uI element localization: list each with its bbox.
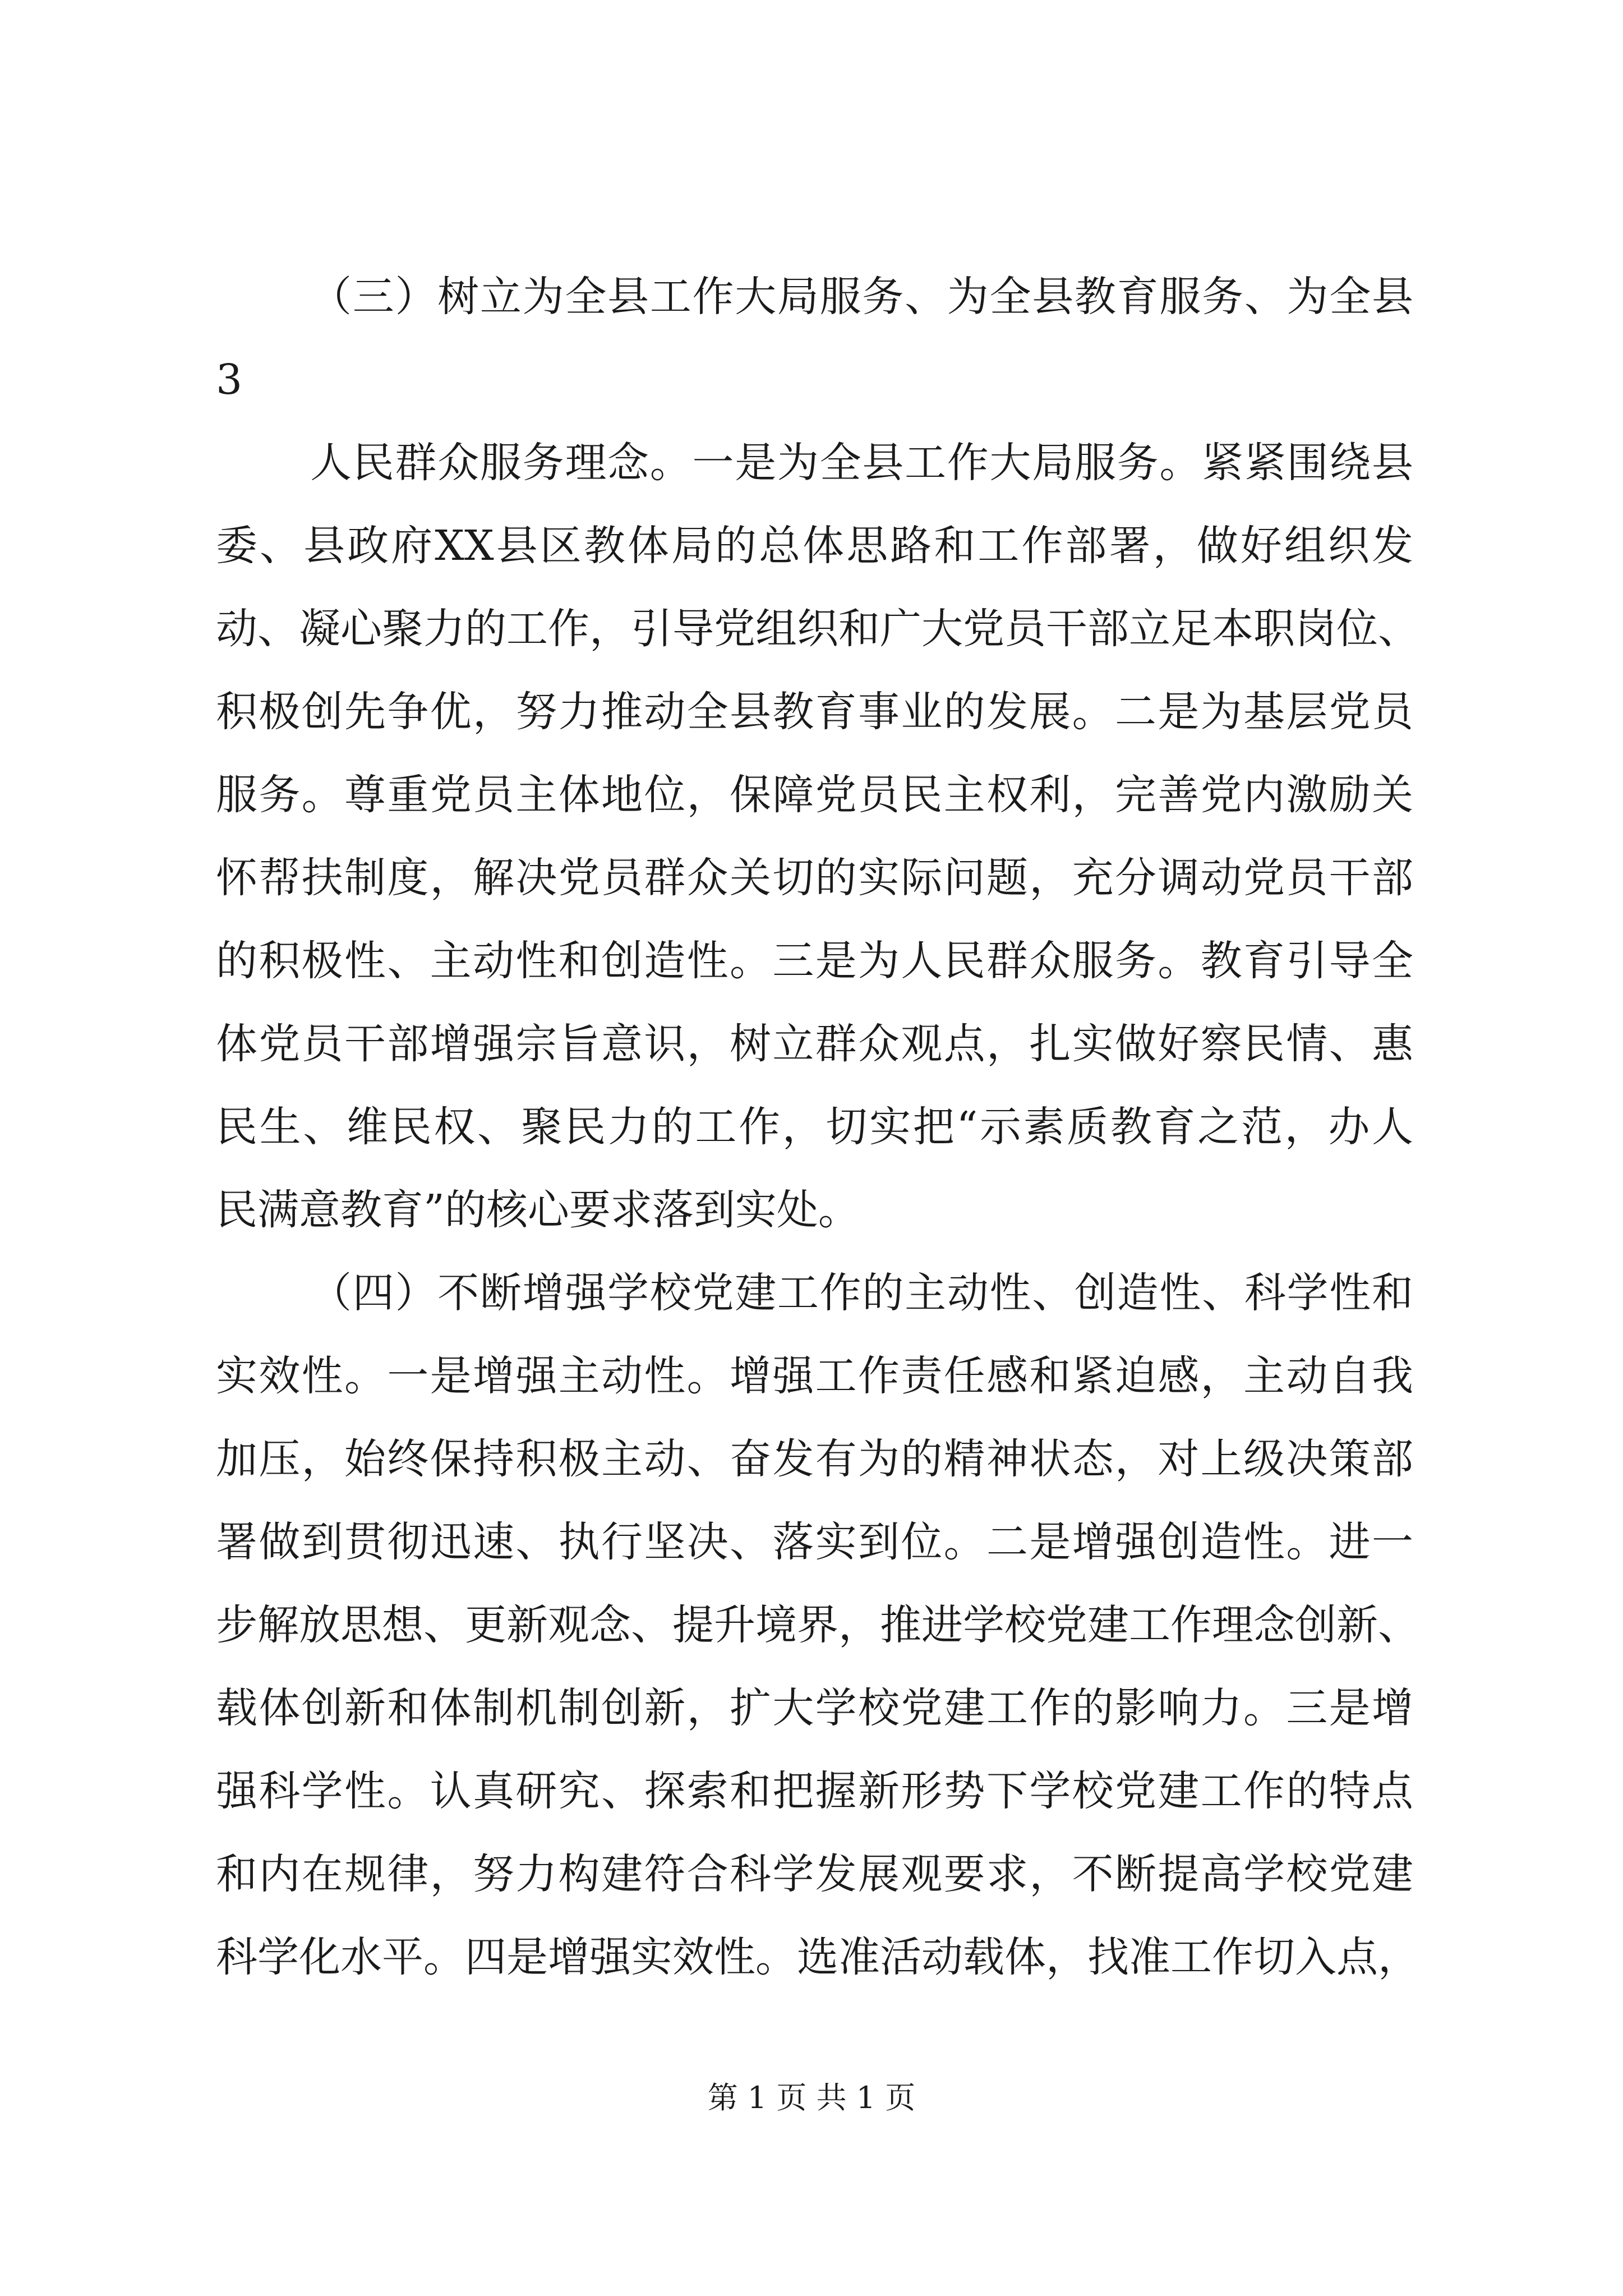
section-3-heading-line: （三）树立为全县工作大局服务、为全县教育服务、为全县 [310,273,1413,321]
paragraph-1-line: 怀帮扶制度，解决党员群众关切的实际问题，充分调动党员干部 [216,854,1413,902]
paragraph-1-line: 体党员干部增强宗旨意识，树立群众观点，扎实做好察民情、惠 [216,1020,1413,1068]
paragraph-1-line: 民生、维民权、聚民力的工作，切实把“示素质教育之范，办人 [216,1103,1413,1151]
paragraph-2-line: 步解放思想、更新观念、提升境界，推进学校党建工作理念创新、 [216,1601,1419,1649]
paragraph-2-line: （四）不断增强学校党建工作的主动性、创造性、科学性和 [310,1269,1413,1317]
paragraph-1-line: 的积极性、主动性和创造性。三是为人民群众服务。教育引导全 [216,937,1413,985]
paragraph-2-line: 实效性。一是增强主动性。增强工作责任感和紧迫感，主动自我 [216,1352,1413,1400]
paragraph-2-line: 载体创新和体制机制创新，扩大学校党建工作的影响力。三是增 [216,1684,1413,1732]
paragraph-1-line: 积极创先争优，努力推动全县教育事业的发展。二是为基层党员 [216,688,1413,736]
page-number-label: 第 1 页 共 1 页 [707,2080,916,2115]
paragraph-1-line: 人民群众服务理念。一是为全县工作大局服务。紧紧围绕县 [310,439,1413,487]
paragraph-2-line: 加压，始终保持积极主动、奋发有为的精神状态，对上级决策部 [216,1435,1413,1483]
paragraph-1-line: 委、县政府XX县区教体局的总体思路和工作部署，做好组织发 [216,522,1413,570]
page-footer [0,2078,1623,2118]
paragraph-2-line: 和内在规律，努力构建符合科学发展观要求，不断提高学校党建 [216,1850,1413,1898]
paragraph-1-line: 服务。尊重党员主体地位，保障党员民主权利，完善党内激励关 [216,771,1413,819]
paragraph-1-line: 动、凝心聚力的工作，引导党组织和广大党员干部立足本职岗位、 [216,605,1419,653]
document-body [216,255,1419,1999]
paragraph-2-line: 署做到贯彻迅速、执行坚决、落实到位。二是增强创造性。进一 [216,1518,1413,1566]
page-break-number: 3 [216,356,243,404]
paragraph-2-line: 科学化水平。四是增强实效性。选准活动载体，找准工作切入点， [216,1933,1419,1981]
paragraph-1-line: 民满意教育”的核心要求落到实处。 [216,1186,860,1234]
paragraph-2-line: 强科学性。认真研究、探索和把握新形势下学校党建工作的特点 [216,1767,1413,1815]
